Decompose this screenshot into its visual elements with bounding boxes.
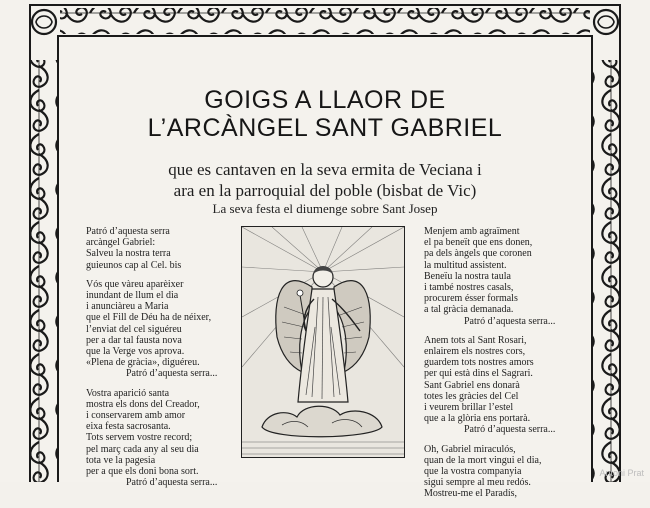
verse-line: Sant Gabriel ens donarà [424, 379, 520, 391]
verse-line: sigui sempre al meu redós. [424, 477, 531, 489]
verse-line: pel març cada any al seu dia [86, 443, 199, 455]
verse-line: Vostra aparició santa [86, 387, 170, 399]
verse-line: que a la glòria ens portarà. [424, 413, 531, 425]
verse-line: el pa beneït que ens donen, [424, 237, 533, 249]
verse-line: i anunciàreu a Maria [86, 301, 169, 313]
verse-line: Oh, Gabriel miraculós, [424, 443, 516, 455]
verse-line: que la Verge vos aprova. [86, 346, 185, 358]
refrain-line: Patró d’aquesta serra... [464, 315, 556, 327]
verse-line: Patró d’aquesta serra [86, 226, 170, 237]
verse-line: Tots servem vostre record; [86, 432, 193, 444]
verse-line: guieunos cap al Cel. bis [86, 259, 182, 271]
watermark: Antoni Prat [599, 468, 644, 478]
verse-stanza [86, 279, 236, 380]
verse-line: arcàngel Gabriel: [86, 237, 156, 249]
verse-line: enlairem els nostres cors, [424, 346, 526, 358]
right-verse-column [424, 226, 574, 508]
verse-stanza [424, 226, 574, 327]
verse-line: que el Fill de Déu ha de néixer, [86, 312, 212, 324]
refrain-line: Patró d’aquesta serra... [464, 424, 556, 436]
verse-stanza [424, 444, 574, 500]
verse-stanza [86, 226, 236, 271]
verse-line: inundant de llum el dia [86, 290, 179, 302]
verse-line: i conservarem amb amor [86, 410, 186, 422]
verse-line: a tal gràcia demanada. [424, 304, 514, 316]
verse-line: i també nostres casals, [424, 282, 514, 294]
angel-illustration [242, 227, 404, 457]
verse-line: per qui està dins el Sagrari. [424, 368, 533, 380]
verse-line: guardem tots nostres amors [424, 357, 534, 369]
verse-line: pa dels àngels que coronen [424, 248, 532, 260]
title-line-2: L’ARCÀNGEL SANT GABRIEL [147, 114, 503, 142]
verse-line: Vós que vàreu aparèixer [86, 278, 184, 290]
verse-line: per a que els doni bona sort. [86, 466, 199, 478]
verse-line: i veurem brillar l’estel [424, 402, 514, 414]
verse-stanza [424, 335, 574, 436]
verse-line: procurem ésser formals [424, 293, 518, 305]
verse-line: Mostreu-me el Paradís, [424, 488, 518, 500]
left-verse-column [86, 226, 236, 496]
verse-line: la multitud assistent. [424, 259, 507, 271]
verse-line: Beneïu la nostra taula [424, 270, 511, 282]
verse-stanza [86, 388, 236, 489]
verse-line: Salveu la nostra terra [86, 248, 171, 260]
verse-line: «Plena de gràcia», diguéreu. [86, 357, 200, 369]
feast-day-note: La seva festa el diumenge sobre Sant Josep [212, 201, 438, 216]
verse-line: que la vostra companyia [424, 466, 522, 478]
verse-line: tota ve la pagesia [86, 454, 156, 466]
refrain-line: Patró d’aquesta serra... [126, 477, 218, 489]
verse-line: l’enviat del cel siguéreu [86, 323, 182, 335]
verse-line: mostra els dons del Creador, [86, 398, 200, 410]
verse-line: Menjem amb agraïment [424, 226, 520, 237]
angel-engraving-icon [241, 226, 405, 458]
verse-line: totes les gràcies del Cel [424, 390, 519, 402]
verse-line: Anem tots al Sant Rosari, [424, 334, 527, 346]
verse-line: eixa festa sacrosanta. [86, 421, 171, 433]
subtitle-line-1: que es cantaven en la seva ermita de Veciana i [168, 160, 482, 179]
verse-line: quan de la mort vingui el dia, [424, 454, 542, 466]
refrain-line: Patró d’aquesta serra... [126, 368, 218, 380]
verse-line: per a dar tal fausta nova [86, 334, 182, 346]
title-line-1: GOIGS A LLAOR DE [204, 86, 446, 114]
subtitle-line-2: ara en la parroquial del poble (bisbat de Vic) [173, 181, 477, 200]
